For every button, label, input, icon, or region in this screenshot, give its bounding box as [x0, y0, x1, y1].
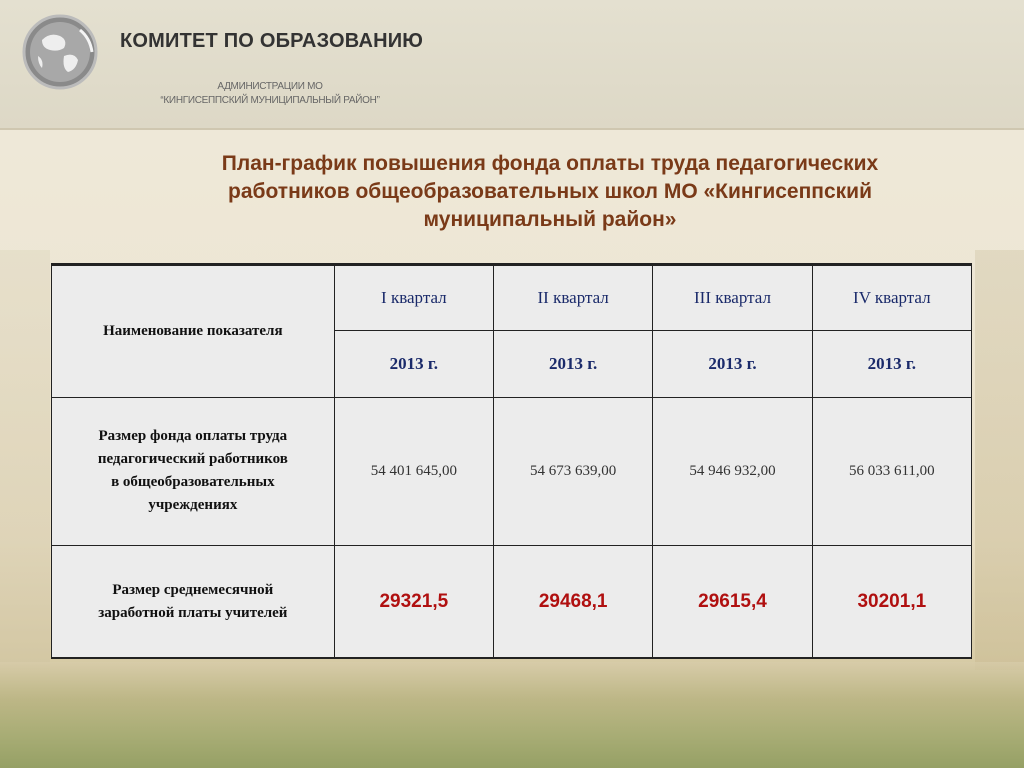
- fund-q2-cell: 54 673 639,00: [494, 397, 653, 546]
- salary-label-line: Размер среднемесячной: [112, 581, 274, 598]
- salary-q4-cell: 30201,1: [812, 546, 971, 658]
- fund-label-line: в общеобразовательных: [111, 474, 275, 491]
- background-building-right: [975, 250, 1024, 670]
- salary-q3-cell: 29615,4: [653, 546, 812, 658]
- fund-q1-cell: 54 401 645,00: [334, 397, 493, 546]
- quarter-4-header: IV квартал: [812, 265, 971, 331]
- title-line-3: муниципальный район»: [423, 208, 677, 231]
- admin-line-2: “КИНГИСЕППСКИЙ МУНИЦИПАЛЬНЫЙ РАЙОН”: [160, 95, 380, 106]
- fund-label-cell: [52, 397, 335, 546]
- globe-logo-icon: [20, 12, 100, 92]
- title-line-2: работников общеобразовательных школ МО «Кингисеппский: [228, 180, 872, 203]
- fund-q4-cell: 56 033 611,00: [812, 397, 971, 546]
- table-row-fund: [52, 397, 972, 546]
- salary-q2-cell: 29468,1: [494, 546, 653, 658]
- admin-line-1: АДМИНИСТРАЦИИ МО: [217, 81, 323, 92]
- year-1-cell: 2013 г.: [334, 331, 493, 397]
- fund-label-line: Размер фонда оплаты труда: [98, 428, 288, 445]
- background-lawn: [0, 662, 1024, 768]
- fund-label-line: педагогический работников: [97, 451, 288, 468]
- year-4-cell: 2013 г.: [812, 331, 971, 397]
- salary-plan-table: [51, 263, 972, 659]
- table-header-row-quarters: [52, 265, 972, 331]
- quarter-2-header: II квартал: [494, 265, 653, 331]
- admin-subtitle: [150, 80, 390, 108]
- org-title: КОМИТЕТ ПО ОБРАЗОВАНИЮ: [120, 30, 424, 52]
- fund-q3-cell: 54 946 932,00: [653, 397, 812, 546]
- page-title: [100, 150, 1000, 234]
- table-row-salary: [52, 546, 972, 658]
- year-3-cell: 2013 г.: [653, 331, 812, 397]
- quarter-1-header: I квартал: [334, 265, 493, 331]
- title-line-1: План-график повышения фонда оплаты труда педагогических: [221, 152, 879, 175]
- salary-label-cell: [52, 546, 335, 658]
- indicator-header-cell: Наименование показателя: [52, 265, 335, 398]
- salary-q1-cell: 29321,5: [334, 546, 493, 658]
- fund-label-line: учреждениях: [148, 497, 238, 514]
- salary-label-line: заработной платы учителей: [98, 604, 288, 621]
- background-building-left: [0, 250, 50, 670]
- header-band: [0, 0, 1024, 130]
- quarter-3-header: III квартал: [653, 265, 812, 331]
- year-2-cell: 2013 г.: [494, 331, 653, 397]
